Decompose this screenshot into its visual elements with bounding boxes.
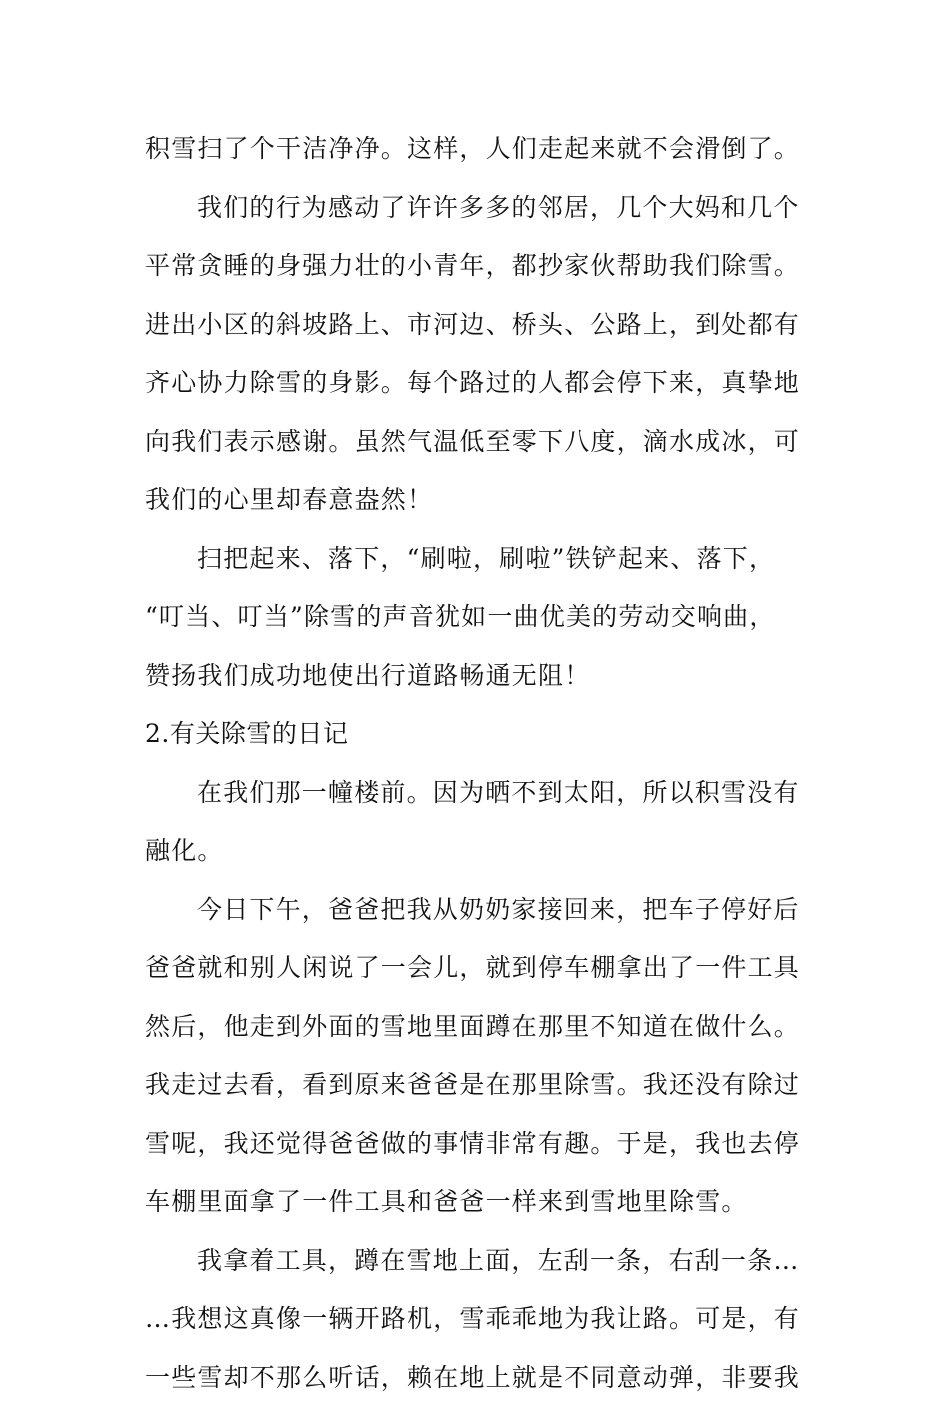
text-line: 融化。: [145, 822, 807, 881]
paragraph-first-line: 我们的行为感动了许许多多的邻居，几个大妈和几个: [145, 179, 807, 238]
paragraph-first-line: 扫把起来、落下，“刷啦，刷啦”铁铲起来、落下，: [145, 530, 807, 589]
text-line: 车棚里面拿了一件工具和爸爸一样来到雪地里除雪。: [145, 1173, 807, 1232]
text-line: 雪呢，我还觉得爸爸做的事情非常有趣。于是，我也去停: [145, 1115, 807, 1174]
text-line: 平常贪睡的身强力壮的小青年，都抄家伙帮助我们除雪。: [145, 237, 807, 296]
paragraph-first-line: 在我们那一幢楼前。因为晒不到太阳，所以积雪没有: [145, 764, 807, 823]
text-line: 爸爸就和别人闲说了一会儿，就到停车棚拿出了一件工具: [145, 939, 807, 998]
paragraph-first-line: 今日下午，爸爸把我从奶奶家接回来，把车子停好后: [145, 881, 807, 940]
text-line: 我走过去看，看到原来爸爸是在那里除雪。我还没有除过: [145, 1056, 807, 1115]
document-body: [145, 120, 807, 1407]
text-line: 向我们表示感谢。虽然气温低至零下八度，滴水成冰，可: [145, 413, 807, 472]
text-line: 我们的心里却春意盎然！: [145, 471, 807, 530]
text-line: 一些雪却不那么听话，赖在地上就是不同意动弹，非要我: [145, 1349, 807, 1407]
text-line: 然后，他走到外面的雪地里面蹲在那里不知道在做什么。: [145, 998, 807, 1057]
text-line: 进出小区的斜坡路上、市河边、桥头、公路上，到处都有: [145, 296, 807, 355]
text-line: 积雪扫了个干洁净净。这样，人们走起来就不会滑倒了。: [145, 120, 807, 179]
text-line: …我想这真像一辆开路机，雪乖乖地为我让路。可是，有: [145, 1290, 807, 1349]
text-line: “叮当、叮当”除雪的声音犹如一曲优美的劳动交响曲，: [145, 588, 807, 647]
text-line: 齐心协力除雪的身影。每个路过的人都会停下来，真挚地: [145, 354, 807, 413]
section-heading: 2.有关除雪的日记: [145, 705, 807, 764]
paragraph-first-line: 我拿着工具，蹲在雪地上面，左刮一条，右刮一条…: [145, 1232, 807, 1291]
text-line: 赞扬我们成功地使出行道路畅通无阻！: [145, 647, 807, 706]
